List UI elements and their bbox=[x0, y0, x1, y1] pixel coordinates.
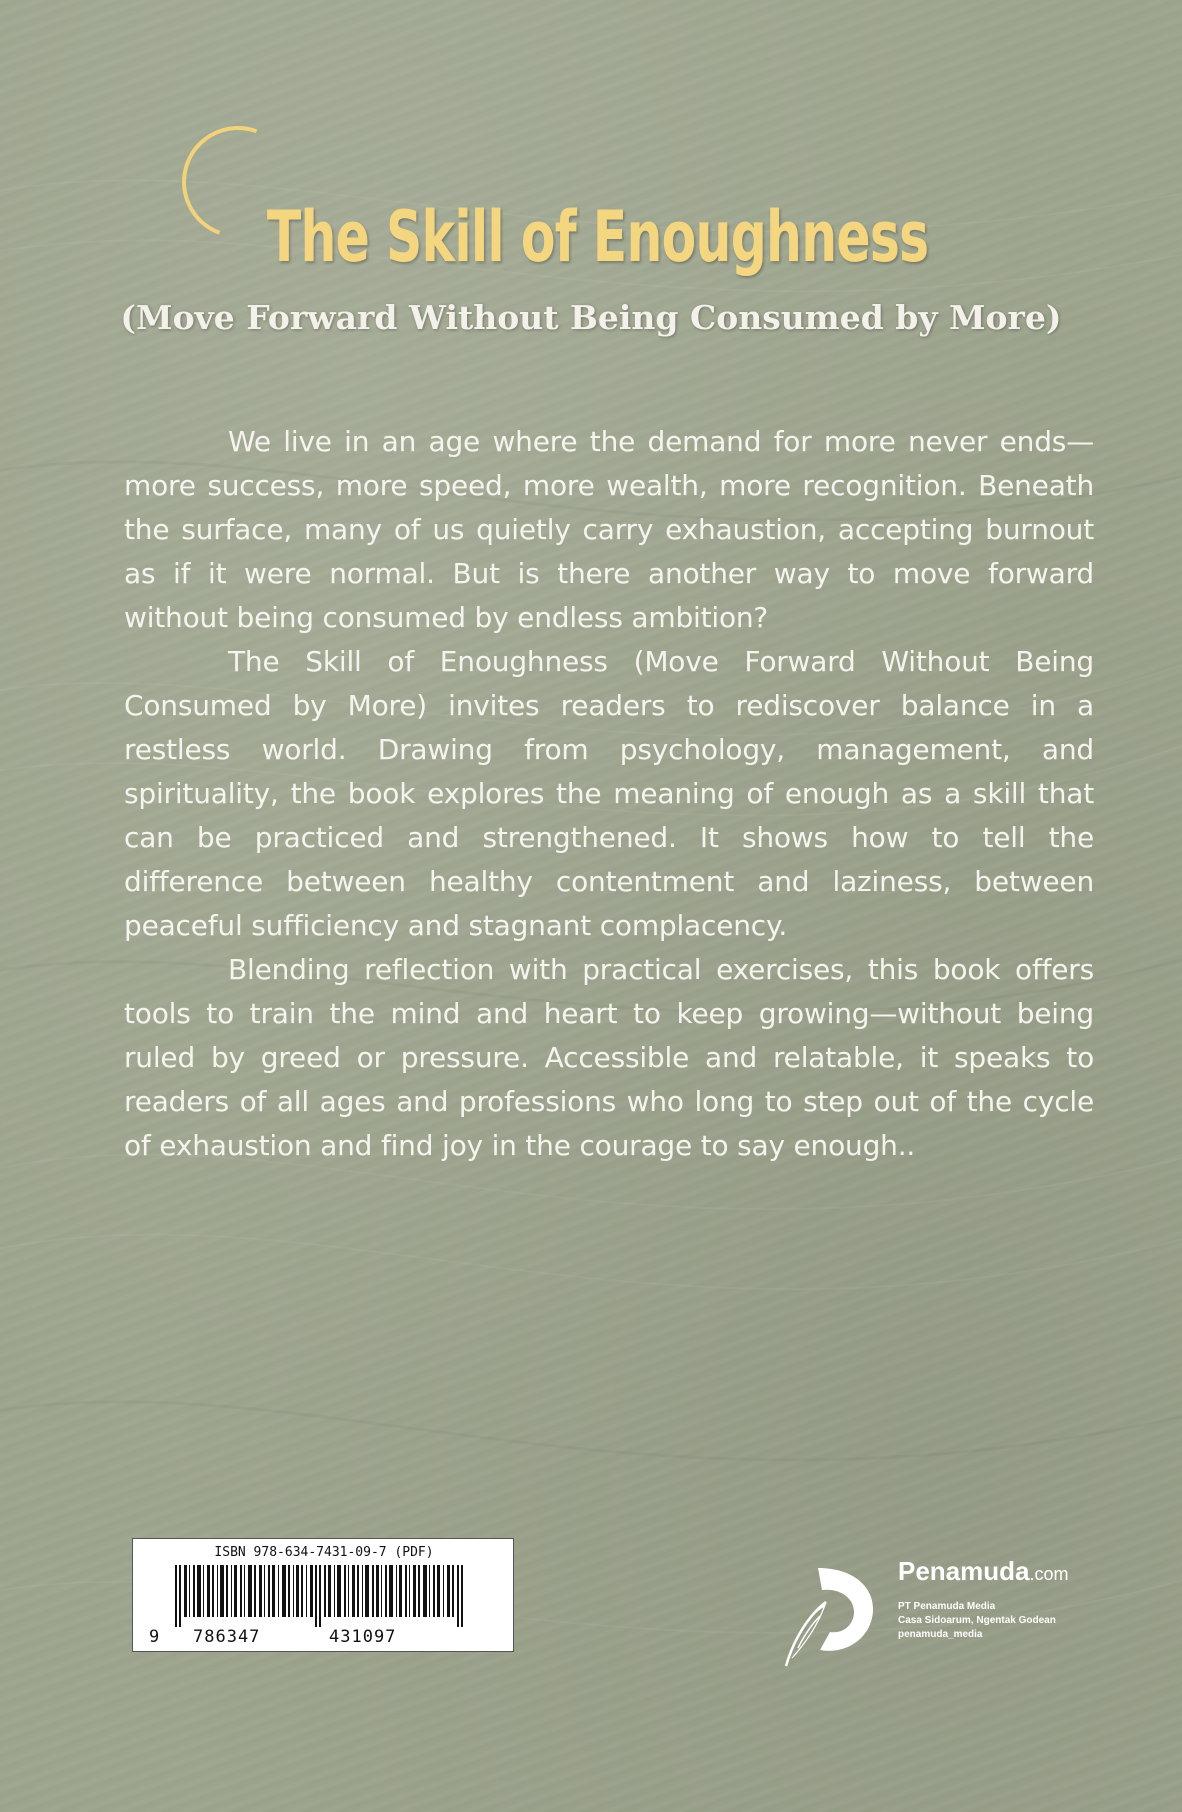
publisher-block bbox=[780, 1548, 1110, 1668]
description-paragraph: The Skill of Enoughness (Move Forward Without Being Consumed by More) invites readers to rediscover balance in a restless world. Drawing from psychology, management, and spirituality, the book explores the meaning of enough as a skill that can be practiced and strengthened. It shows how to tell the difference between healthy contentment and laziness, between peaceful sufficiency and stagnant complacency. bbox=[124, 645, 1094, 942]
publisher-name-suffix: .com bbox=[1029, 1564, 1069, 1584]
isbn-barcode bbox=[132, 1538, 514, 1652]
description-paragraph: Blending reflection with practical exercises, this book offers tools to train the mind and heart to keep growing—without being ruled by greed or pressure. Accessible and relatable, it speaks to readers of all ages and professions who long to step out of the cycle of exhaustion and find joy in the courage to say enough.. bbox=[124, 953, 1094, 1162]
publisher-company: PT Penamuda Media bbox=[898, 1601, 996, 1612]
barcode-first-digit: 9 bbox=[149, 1627, 160, 1647]
publisher-name bbox=[898, 1556, 1069, 1587]
barcode-digits-left: 786347 bbox=[193, 1627, 261, 1647]
book-subtitle: (Move Forward Without Being Consumed by More) bbox=[120, 298, 1062, 337]
isbn-label: ISBN 978-634-7431-09-7 (PDF) bbox=[214, 1545, 434, 1560]
publisher-social: penamuda_media bbox=[898, 1629, 983, 1640]
barcode-bars bbox=[175, 1565, 475, 1627]
publisher-name-main: Penamuda bbox=[898, 1556, 1030, 1586]
publisher-details bbox=[898, 1600, 1056, 1642]
book-title: The Skill of Enoughness bbox=[266, 196, 929, 278]
publisher-address: Casa Sidoarum, Ngentak Godean bbox=[898, 1615, 1056, 1626]
book-description bbox=[124, 420, 1094, 1168]
description-paragraph: We live in an age where the demand for more never ends—more success, more speed, more wealth, more recognition. Beneath the surface, many of us quietly carry exhaustion, accepting burnout as if it were normal. But is there another way to move forward without being consumed by endless ambition? bbox=[124, 425, 1094, 634]
barcode-digits-right: 431097 bbox=[329, 1627, 397, 1647]
quill-p-logo-icon bbox=[780, 1562, 880, 1672]
